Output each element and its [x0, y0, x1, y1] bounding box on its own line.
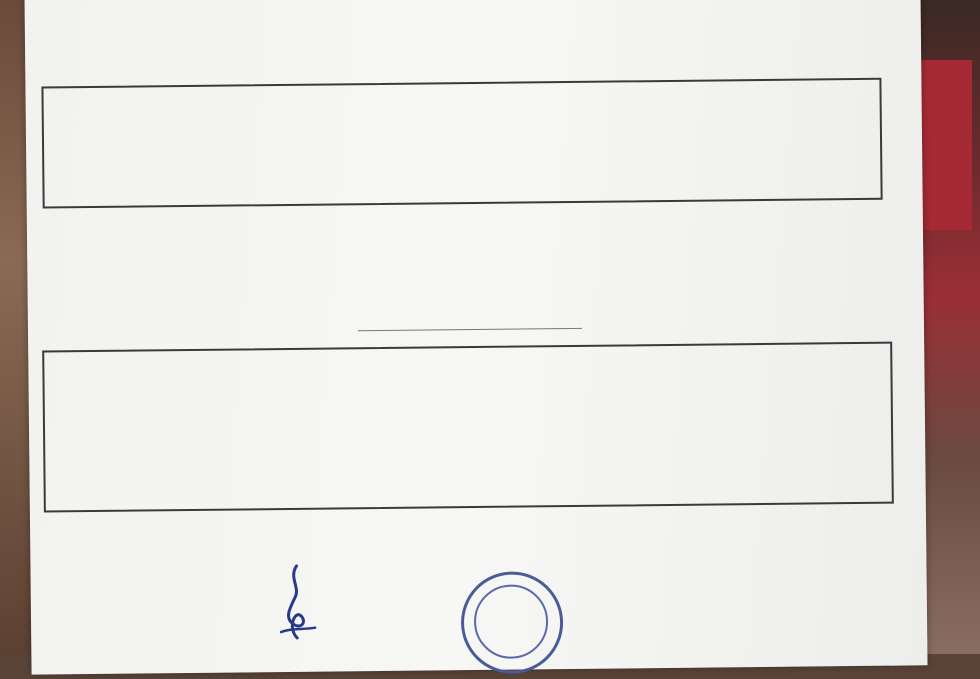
document-paper — [24, 0, 927, 675]
new-name-underline — [358, 328, 582, 331]
applicant-box — [41, 78, 882, 209]
witnesses-box — [42, 342, 894, 513]
court-stamp — [461, 571, 564, 674]
signature — [266, 558, 327, 649]
red-cloth — [918, 60, 972, 230]
